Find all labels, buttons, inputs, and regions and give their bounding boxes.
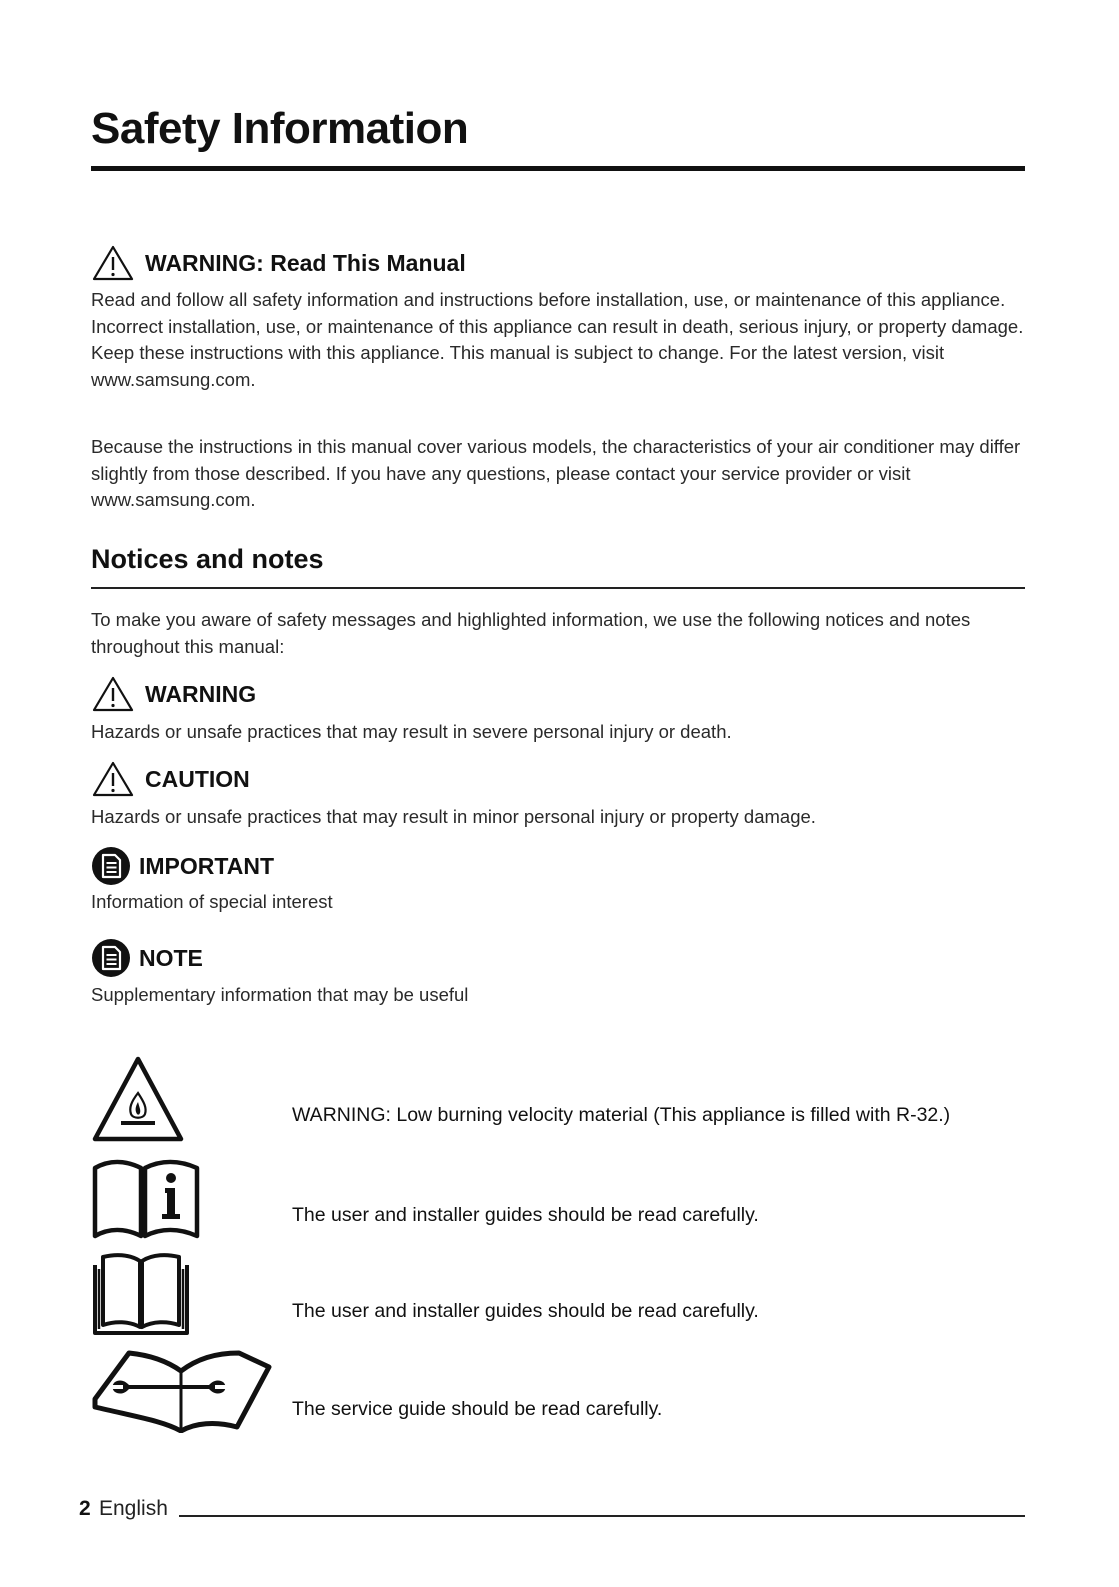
symbol-row-manual-info — [91, 1156, 1025, 1240]
open-manual-icon — [91, 1251, 191, 1337]
symbol-row-flammable — [91, 1055, 1025, 1145]
footer-rule — [179, 1515, 1025, 1517]
service-manual-icon — [91, 1347, 273, 1433]
manual-info-icon — [91, 1156, 203, 1240]
flammable-warning-icon — [91, 1055, 185, 1143]
notices-intro: To make you aware of safety messages and highlighted information, we use the following notices and notes throughout this manual: — [91, 609, 971, 657]
notice-caution — [91, 760, 250, 798]
footer-language: English — [99, 1497, 168, 1520]
symbol-row-service-manual — [91, 1347, 1025, 1433]
notice-warning-description: Hazards or unsafe practices that may result in severe personal injury or death. — [91, 721, 732, 742]
symbol-manual-info-text: The user and installer guides should be read carefully. — [292, 1204, 759, 1226]
note-document-icon — [91, 846, 131, 886]
notice-caution-label: CAUTION — [145, 765, 250, 792]
warning-manual-paragraph-2: Because the instructions in this manual cover various models, the characteristics of your air conditioner may differ slightly from those described. If you have any questions, please contact your service provider or visit www.samsung.com. — [91, 436, 1021, 510]
warning-manual-heading — [91, 244, 466, 282]
notice-important-description: Information of special interest — [91, 891, 333, 912]
warning-triangle-icon — [91, 675, 135, 713]
notices-rule — [91, 587, 1025, 589]
symbol-open-manual-text: The user and installer guides should be read carefully. — [292, 1300, 759, 1322]
warning-triangle-icon — [91, 244, 135, 282]
title-rule — [91, 166, 1025, 171]
notice-important-label: IMPORTANT — [139, 852, 275, 879]
page-number: 2 — [79, 1497, 91, 1520]
notices-heading: Notices and notes — [91, 544, 324, 574]
warning-manual-heading-text: WARNING: Read This Manual — [145, 249, 466, 276]
warning-manual-paragraph-1: Read and follow all safety information and instructions before installation, use, or maintenance of this appliance. Incorrect installation, use, or maintenance of this appliance can result in death, serious injury, or property damage. Keep these instructions with this appliance. This manual is subject to change. For the latest version, visit www.samsung.com. — [91, 289, 1024, 390]
note-document-icon — [91, 938, 131, 978]
notice-caution-description: Hazards or unsafe practices that may result in minor personal injury or property damage. — [91, 806, 816, 827]
warning-triangle-icon — [91, 760, 135, 798]
page-title: Safety Information — [91, 104, 469, 153]
symbol-row-open-manual — [91, 1251, 1025, 1337]
notice-warning-label: WARNING — [145, 680, 257, 707]
notice-warning — [91, 675, 256, 713]
notice-note-label: NOTE — [139, 944, 203, 971]
notice-note — [91, 938, 203, 978]
symbol-flammable-text: WARNING: Low burning velocity material (This appliance is filled with R-32.) — [292, 1104, 951, 1126]
notice-note-description: Supplementary information that may be useful — [91, 984, 469, 1005]
symbol-service-manual-text: The service guide should be read carefully. — [292, 1398, 663, 1420]
notice-important — [91, 846, 274, 886]
